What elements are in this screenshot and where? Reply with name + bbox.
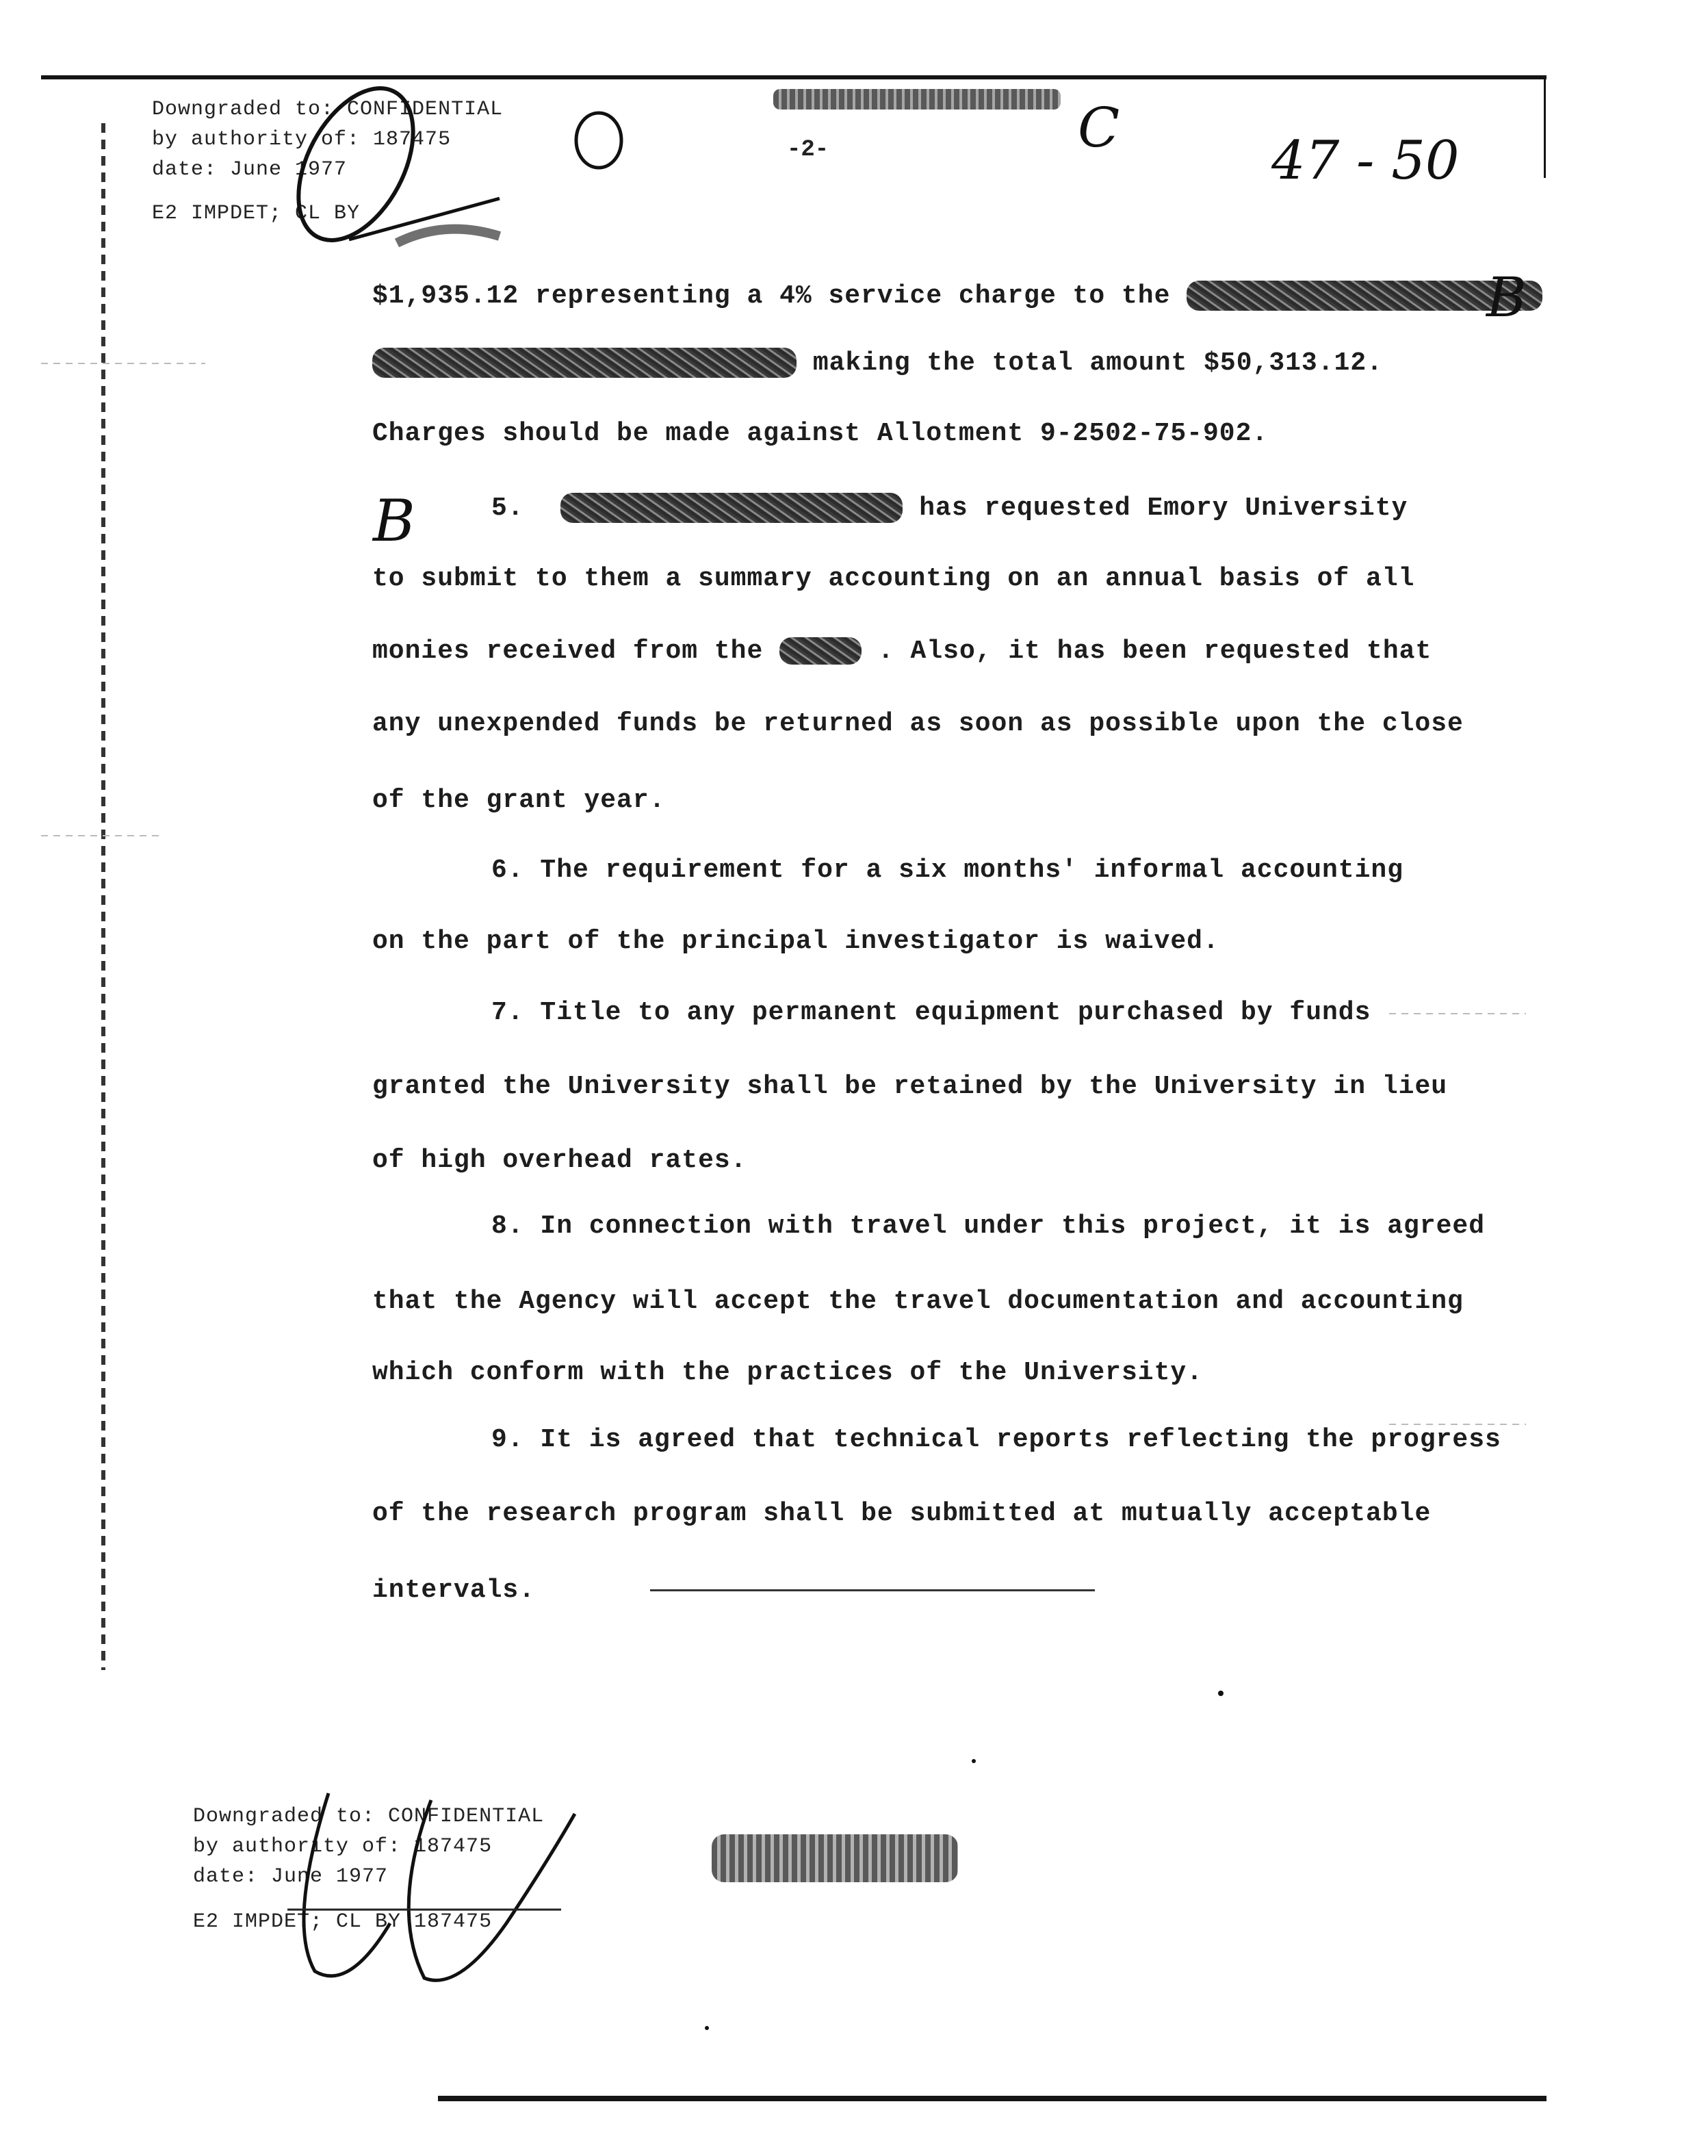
body-line-2: making the total amount $50,313.12. — [372, 348, 1383, 378]
redaction-block — [560, 493, 903, 523]
handwritten-document-number: 47 - 50 — [1271, 130, 1460, 192]
paragraph-number: 9. — [491, 1425, 524, 1454]
body-line-1: $1,935.12 representing a 4% service charge to the — [372, 281, 1542, 311]
stamp-line: date: June 1977 — [152, 158, 348, 181]
redaction-block — [779, 637, 862, 665]
right-border-rule — [1544, 75, 1546, 178]
paragraph-7-line-2: granted the University shall be retained by the University in lieu — [372, 1072, 1448, 1101]
paragraph-8-line-1: 8. In connection with travel under this project, it is agreed — [491, 1211, 1486, 1241]
handwritten-b-mark: B — [373, 487, 415, 554]
stray-dot — [972, 1759, 976, 1763]
paragraph-9-line-2: of the research program shall be submitted at mutually acceptable — [372, 1499, 1432, 1528]
handwritten-b-mark: B — [1486, 266, 1527, 329]
paragraph-6-line-2: on the part of the principal investigator is waived. — [372, 927, 1219, 956]
paragraph-8-line-3: which conform with the practices of the University. — [372, 1358, 1203, 1387]
footer-stamp-signature — [274, 1786, 588, 1992]
handwritten-c-mark: C — [1078, 96, 1120, 159]
stamp-line: Downgraded to: CONFIDENTIAL — [152, 98, 504, 121]
paragraph-7-line-3: of high overhead rates. — [372, 1146, 747, 1175]
paragraph-5-line-2: to submit to them a summary accounting on an annual basis of all — [372, 564, 1415, 593]
paragraph-5-line-5: of the grant year. — [372, 786, 666, 815]
underline-rule — [650, 1589, 1095, 1591]
stamp-line: by authority of: 187475 — [152, 128, 452, 151]
stamp-line: date: June 1977 — [193, 1865, 389, 1888]
stamp-line: E2 IMPDET; CL BY — [152, 202, 361, 225]
scan-artifact — [41, 363, 205, 364]
stamp-line: E2 IMPDET; CL BY 187475 — [193, 1910, 493, 1934]
paragraph-8-line-2: that the Agency will accept the travel documentation and accounting — [372, 1287, 1464, 1316]
paragraph-number: 5. — [491, 493, 524, 524]
redaction-block — [372, 348, 797, 378]
scan-artifact — [1389, 1013, 1526, 1014]
stray-dot — [705, 2026, 709, 2030]
paragraph-number: 6. — [491, 856, 524, 885]
paragraph-5-line-4: any unexpended funds be returned as soon as possible upon the close — [372, 709, 1464, 739]
left-edge-perforation — [101, 123, 105, 1670]
header-stamp-scribble — [253, 75, 513, 253]
redacted-classification — [773, 89, 1061, 110]
paragraph-number: 8. — [491, 1211, 524, 1241]
bottom-border-rule — [438, 2096, 1547, 2101]
stamp-line: Downgraded to: CONFIDENTIAL — [193, 1805, 545, 1828]
footer-redacted-classification — [712, 1834, 958, 1882]
paragraph-6-line-1: 6. The requirement for a six months' informal accounting — [491, 856, 1404, 885]
scan-artifact — [41, 835, 164, 836]
page-number: -2- — [787, 137, 829, 163]
paragraph-9-line-3: intervals. — [372, 1576, 536, 1605]
circle-mark — [568, 106, 630, 175]
body-line-3: Charges should be made against Allotment 9-2502-75-902. — [372, 419, 1269, 448]
paragraph-9-line-1: 9. It is agreed that technical reports reflecting the progress — [491, 1425, 1501, 1454]
stamp-line: by authority of: 187475 — [193, 1835, 493, 1858]
paragraph-5-line-1: 5. has requested Emory University — [491, 493, 1408, 524]
stray-dot — [1218, 1691, 1224, 1696]
paragraph-7-line-1: 7. Title to any permanent equipment purchased by funds — [491, 998, 1371, 1027]
paragraph-5-line-3: monies received from the . Also, it has been requested that — [372, 637, 1432, 666]
paragraph-number: 7. — [491, 998, 524, 1027]
